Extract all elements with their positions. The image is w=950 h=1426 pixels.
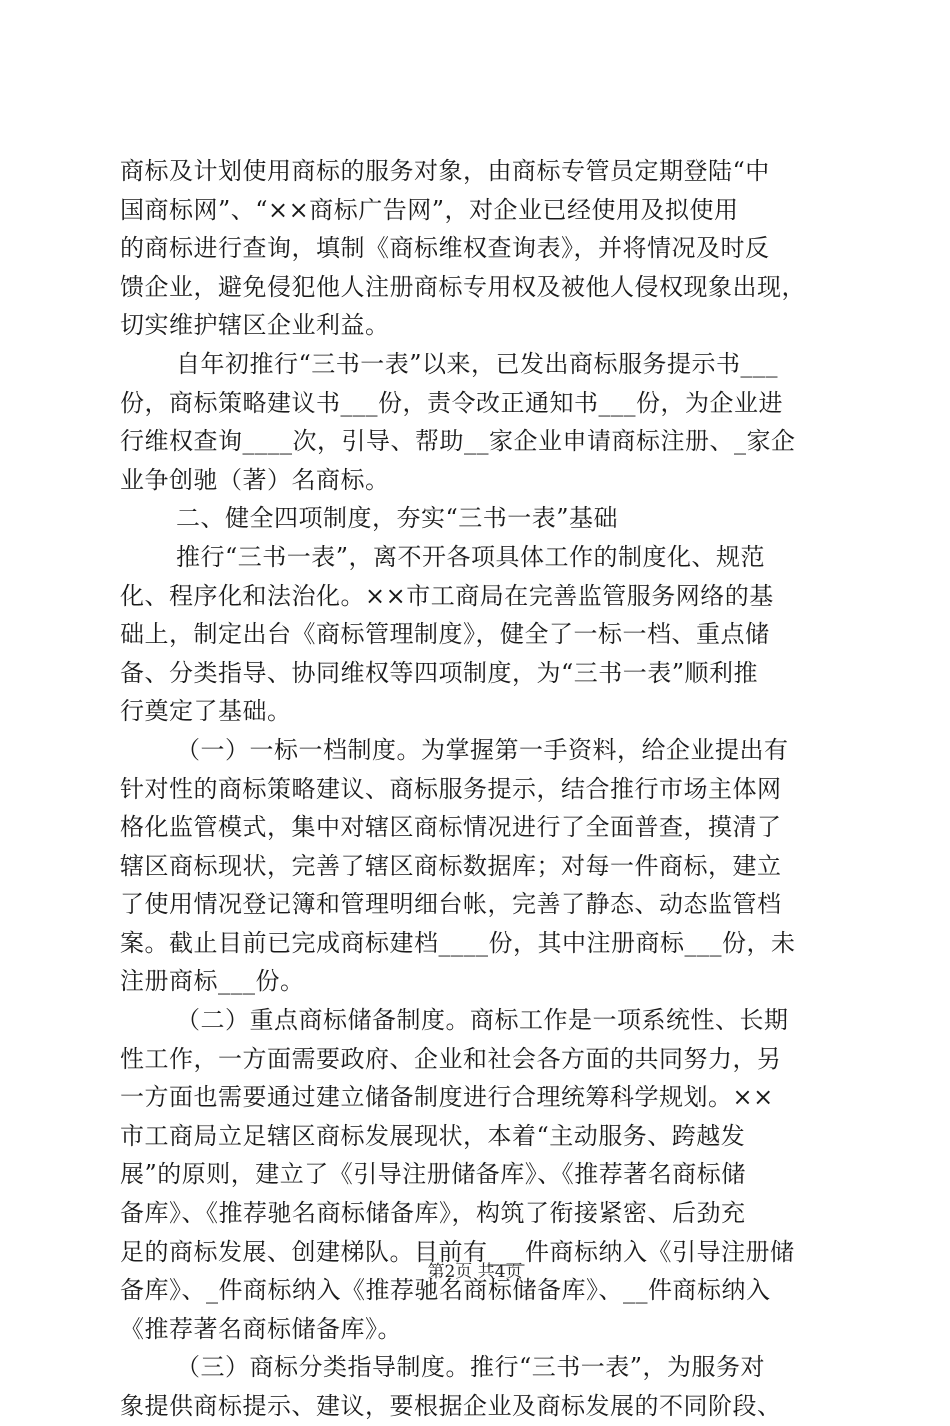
text-line: 格化监管模式，集中对辖区商标情况进行了全面普查，摸清了	[120, 813, 782, 842]
text-line: 推行“三书一表”，离不开各项具体工作的制度化、规范	[176, 542, 766, 571]
text-line: 案。截止目前已完成商标建档____份，其中注册商标___份，未	[120, 928, 796, 957]
text-line: 象提供商标提示、建议，要根据企业及商标发展的不同阶段、	[120, 1392, 782, 1420]
section-heading	[120, 499, 840, 538]
text-line: 备库》、《推荐驰名商标储备库》，构筑了衔接紧密、后劲充	[120, 1199, 746, 1228]
text-line: 足的商标发展、创建梯队。目前有___件商标纳入《引导注册储	[120, 1237, 795, 1266]
text-line: 业争创驰（著）名商标。	[120, 465, 390, 494]
paragraph-reserve-system	[120, 1001, 840, 1348]
text-line: （二）重点商标储备制度。商标工作是一项系统性、长期	[176, 1006, 789, 1035]
paragraph-four-systems	[120, 538, 840, 731]
text-line: 市工商局立足辖区商标发展现状，本着“主动服务、跨越发	[120, 1121, 746, 1150]
text-line: 注册商标___份。	[120, 967, 305, 996]
text-line: 行奠定了基础。	[120, 697, 292, 726]
text-line: 一方面也需要通过建立储备制度进行合理统筹科学规划。××	[120, 1083, 774, 1112]
paragraph-trademark-query	[120, 152, 840, 345]
text-line: 馈企业，避免侵犯他人注册商标专用权及被他人侵权现象出现，	[120, 272, 806, 301]
text-line: 商标及计划使用商标的服务对象，由商标专管员定期登陆“中	[120, 157, 770, 185]
page-number-footer: 第2页 共4页	[427, 1262, 523, 1282]
text-line: （三）商标分类指导制度。推行“三书一表”，为服务对	[176, 1353, 766, 1382]
text-line: 国商标网”、“××商标广告网”，对企业已经使用及拟使用	[120, 195, 739, 224]
text-line: 的商标进行查询，填制《商标维权查询表》，并将情况及时反	[120, 234, 770, 263]
text-line: 础上，制定出台《商标管理制度》，健全了一标一档、重点储	[120, 620, 770, 649]
text-line: 备、分类指导、协同维权等四项制度，为“三书一表”顺利推	[120, 658, 759, 687]
text-line: 行维权查询____次，引导、帮助__家企业申请商标注册、_家企	[120, 427, 796, 456]
text-line: 份，商标策略建议书___份，责令改正通知书___份，为企业进	[120, 388, 783, 417]
paragraph-statistics	[120, 345, 840, 499]
text-line: 《推荐著名商标储备库》。	[120, 1314, 402, 1343]
text-line: 辖区商标现状，完善了辖区商标数据库；对每一件商标，建立	[120, 851, 782, 880]
text-line: 展”的原则，建立了《引导注册储备库》、《推荐著名商标储	[120, 1160, 746, 1189]
text-line: 切实维护辖区企业利益。	[120, 311, 390, 340]
heading-line: 二、健全四项制度，夯实“三书一表”基础	[176, 504, 619, 533]
text-line: 自年初推行“三书一表”以来，已发出商标服务提示书___	[176, 349, 779, 378]
text-line: 性工作，一方面需要政府、企业和社会各方面的共同努力，另	[120, 1044, 782, 1073]
text-line: 备库》、_件商标纳入《推荐驰名商标储备库》、__件商标纳入	[120, 1276, 771, 1305]
document-body	[120, 152, 840, 1426]
text-line: （一）一标一档制度。为掌握第一手资料，给企业提出有	[176, 735, 789, 764]
paragraph-one-mark-one-file	[120, 731, 840, 1001]
text-line: 化、程序化和法治化。××市工商局在完善监管服务网络的基	[120, 581, 774, 610]
text-line: 了使用情况登记簿和管理明细台帐，完善了静态、动态监管档	[120, 890, 782, 919]
text-line: 针对性的商标策略建议、商标服务提示，结合推行市场主体网	[120, 774, 782, 803]
paragraph-classified-guidance	[120, 1348, 840, 1425]
